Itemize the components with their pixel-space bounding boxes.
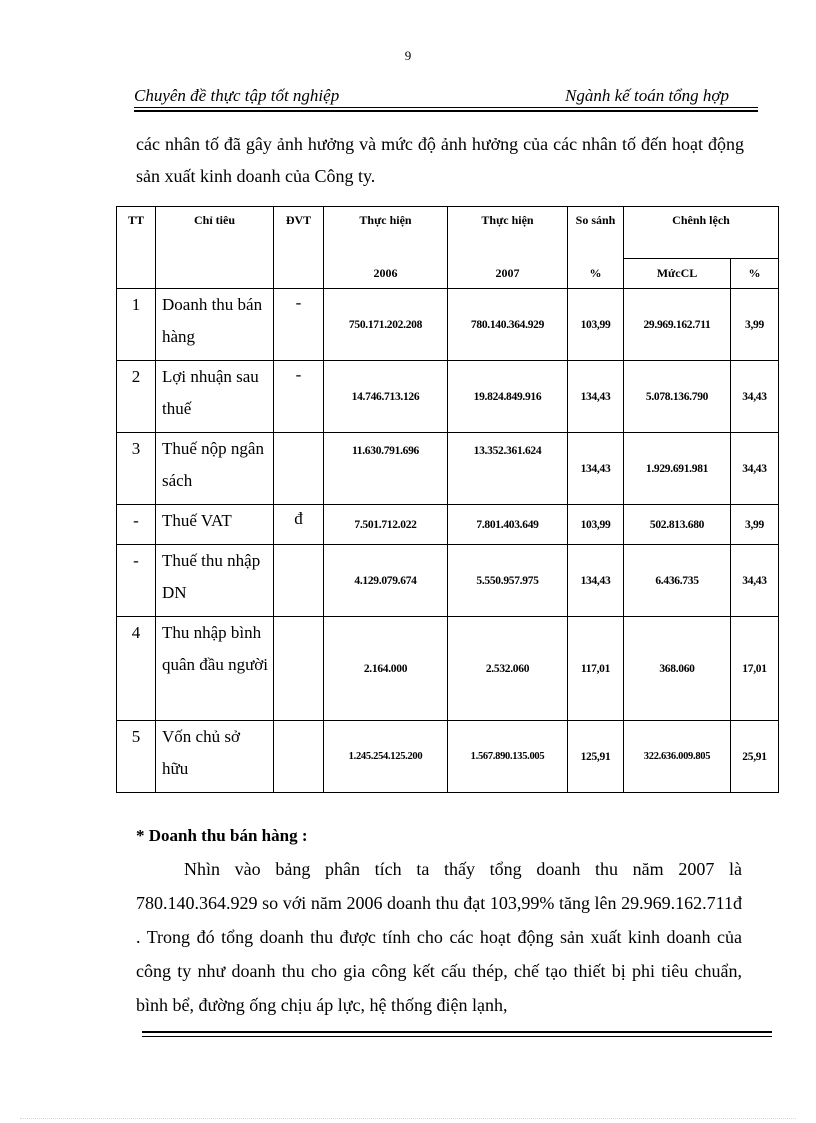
row-value-2006: 4.129.079.674 — [324, 545, 448, 617]
row-unit: đ — [274, 505, 324, 545]
header-muc-cl: MứcCL — [624, 259, 731, 289]
row-unit — [274, 545, 324, 617]
row-name: Thuế thu nhập DN — [156, 545, 274, 617]
row-name: Vốn chủ sở hữu — [156, 721, 274, 793]
row-unit: - — [274, 289, 324, 361]
row-muc-cl: 6.436.735 — [624, 545, 731, 617]
row-ratio: 125,91 — [568, 721, 624, 793]
row-pct-cl: 34,43 — [731, 433, 779, 505]
business-results-table — [116, 206, 779, 793]
row-name: Thuế nộp ngân sách — [156, 433, 274, 505]
row-ratio: 134,43 — [568, 361, 624, 433]
row-ratio: 134,43 — [568, 545, 624, 617]
row-tt: - — [117, 545, 156, 617]
header-pct-cl: % — [731, 259, 779, 289]
section-title: * Doanh thu bán hàng : — [136, 826, 308, 845]
header-year-2006: 2006 — [324, 259, 448, 289]
row-name: Lợi nhuận sau thuế — [156, 361, 274, 433]
row-pct-cl: 25,91 — [731, 721, 779, 793]
row-muc-cl: 368.060 — [624, 617, 731, 721]
header-thuc-hien-2006: Thực hiện — [324, 207, 448, 259]
row-unit — [274, 617, 324, 721]
row-value-2007: 5.550.957.975 — [448, 545, 568, 617]
header-right-title: Ngành kế toán tổng hợp — [565, 86, 729, 105]
row-ratio: 103,99 — [568, 505, 624, 545]
header-tt: TT — [117, 207, 156, 289]
row-value-2006: 750.171.202.208 — [324, 289, 448, 361]
row-value-2007: 19.824.849.916 — [448, 361, 568, 433]
header-thuc-hien-2007: Thực hiện — [448, 207, 568, 259]
row-value-2006: 1.245.254.125.200 — [324, 721, 448, 793]
body-paragraph — [136, 852, 742, 1022]
header-left-title: Chuyên đề thực tập tốt nghiệp — [134, 86, 340, 105]
table-row — [117, 433, 779, 505]
table-row — [117, 505, 779, 545]
row-pct-cl: 3,99 — [731, 289, 779, 361]
row-muc-cl: 502.813.680 — [624, 505, 731, 545]
header-divider — [134, 107, 758, 108]
row-name: Thu nhập bình quân đầu người — [156, 617, 274, 721]
row-ratio: 103,99 — [568, 289, 624, 361]
row-tt: 5 — [117, 721, 156, 793]
row-value-2007: 1.567.890.135.005 — [448, 721, 568, 793]
row-tt: 4 — [117, 617, 156, 721]
body-paragraph-text: Nhìn vào bảng phân tích ta thấy tổng doanh thu năm 2007 là 780.140.364.929 so với năm 2006 doanh thu đạt 103,99% tăng lên 29.969.162.711đ . Trong đó tổng doanh thu được tính cho các hoạt động sản xuất kinh doanh của công ty như doanh thu cho gia công kết cấu thép, chế tạo thiết bị phi tiêu chuẩn, bình bể, đường ống chịu áp lực, hệ thống điện lạnh, — [136, 859, 742, 1015]
header-year-2007: 2007 — [448, 259, 568, 289]
header-dvt: ĐVT — [274, 207, 324, 289]
row-tt: - — [117, 505, 156, 545]
header-so-sanh-pct: % — [568, 259, 624, 289]
intro-paragraph: các nhân tố đã gây ảnh hưởng và mức độ ảnh hưởng của các nhân tố đến hoạt động sản xuất kinh doanh của Công ty. — [136, 134, 744, 186]
row-value-2006: 7.501.712.022 — [324, 505, 448, 545]
footer-divider — [142, 1036, 772, 1037]
row-value-2007: 780.140.364.929 — [448, 289, 568, 361]
row-ratio: 117,01 — [568, 617, 624, 721]
row-pct-cl: 34,43 — [731, 545, 779, 617]
row-muc-cl: 5.078.136.790 — [624, 361, 731, 433]
header-chenh-lech: Chênh lệch — [624, 207, 779, 259]
row-pct-cl: 34,43 — [731, 361, 779, 433]
row-value-2007: 13.352.361.624 — [448, 433, 568, 505]
table-row — [117, 545, 779, 617]
row-tt: 3 — [117, 433, 156, 505]
row-muc-cl: 29.969.162.711 — [624, 289, 731, 361]
header-so-sanh: So sánh — [568, 207, 624, 259]
row-value-2006: 11.630.791.696 — [324, 433, 448, 505]
row-unit: - — [274, 361, 324, 433]
page-bottom-edge — [20, 1118, 796, 1119]
table-row — [117, 361, 779, 433]
row-unit — [274, 433, 324, 505]
row-ratio: 134,43 — [568, 433, 624, 505]
row-value-2007: 2.532.060 — [448, 617, 568, 721]
table-row — [117, 617, 779, 721]
table-row — [117, 721, 779, 793]
page-number: 9 — [404, 48, 412, 63]
row-unit — [274, 721, 324, 793]
header-chi-tieu: Chỉ tiêu — [156, 207, 274, 289]
row-value-2006: 14.746.713.126 — [324, 361, 448, 433]
row-pct-cl: 3,99 — [731, 505, 779, 545]
row-pct-cl: 17,01 — [731, 617, 779, 721]
row-tt: 2 — [117, 361, 156, 433]
header-divider-thick — [134, 110, 758, 112]
row-tt: 1 — [117, 289, 156, 361]
footer-divider-thick — [142, 1031, 772, 1033]
row-value-2006: 2.164.000 — [324, 617, 448, 721]
table-row — [117, 289, 779, 361]
row-name: Doanh thu bán hàng — [156, 289, 274, 361]
row-name: Thuế VAT — [156, 505, 274, 545]
row-muc-cl: 322.636.009.805 — [624, 721, 731, 793]
row-muc-cl: 1.929.691.981 — [624, 433, 731, 505]
row-value-2007: 7.801.403.649 — [448, 505, 568, 545]
